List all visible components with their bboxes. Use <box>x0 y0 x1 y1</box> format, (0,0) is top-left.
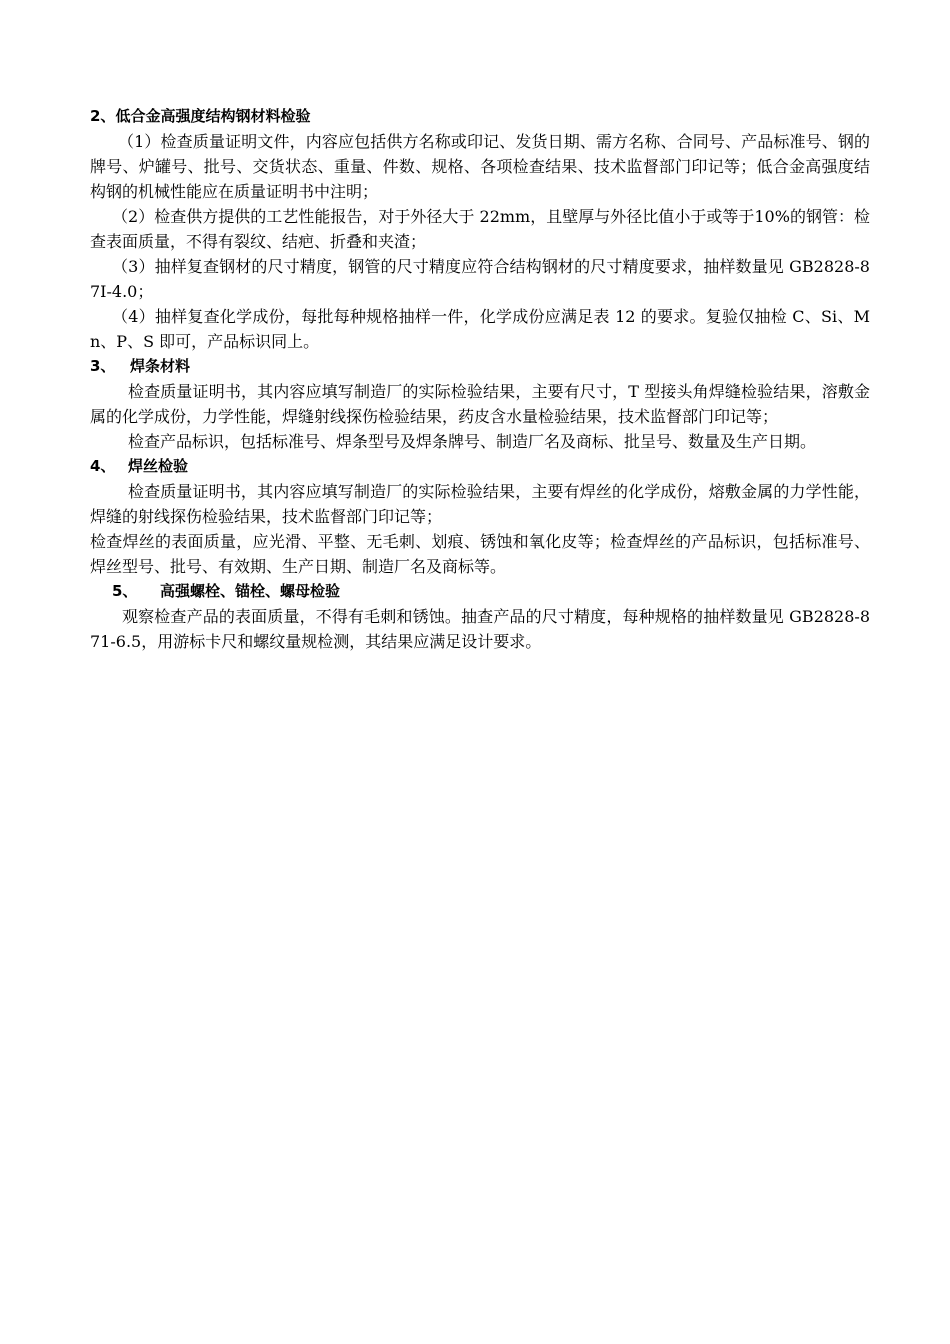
section-2-paragraph-3: （3）抽样复查钢材的尺寸精度，钢管的尺寸精度应符合结构钢材的尺寸精度要求，抽样数量见 GB2828-87I-4.0； <box>90 257 870 301</box>
section-5-heading <box>90 579 870 604</box>
section-2-paragraph-2: （2）检查供方提供的工艺性能报告，对于外径大于 22mm，且壁厚与外径比值小于或等于10%的钢管：检查表面质量，不得有裂纹、结疤、折叠和夹渣； <box>90 207 870 251</box>
section-3-paragraph-1: 检查质量证明书，其内容应填写制造厂的实际检验结果，主要有尺寸，T 型接头角焊缝检验结果，溶敷金属的化学成份，力学性能，焊缝射线探伤检验结果，药皮含水量检验结果，技术监督部门印记等； <box>90 382 870 426</box>
section-3-title: 焊条材料 <box>130 357 191 375</box>
document-body <box>90 104 870 654</box>
section-2-paragraph-4: （4）抽样复查化学成份，每批每种规格抽样一件，化学成份应满足表 12 的要求。复验仅抽检 C、Si、Mn、P、S 即可，产品标识同上。 <box>90 307 870 351</box>
section-2-number: 2、 <box>90 107 116 125</box>
section-2-title: 低合金高强度结构钢材料检验 <box>115 107 311 125</box>
section-3-heading <box>90 354 870 379</box>
section-5-title: 高强螺栓、锚栓、螺母检验 <box>160 582 341 600</box>
section-4-number: 4、 <box>90 457 116 475</box>
section-4-title: 焊丝检验 <box>128 457 189 475</box>
section-2-paragraph-1: （1）检查质量证明文件，内容应包括供方名称或印记、发货日期、需方名称、合同号、产品标准号、钢的牌号、炉罐号、批号、交货状态、重量、件数、规格、各项检查结果、技术监督部门印记等；低合金高强度结构钢的机械性能应在质量证明书中注明； <box>90 132 870 201</box>
section-4-paragraph-1: 检查质量证明书，其内容应填写制造厂的实际检验结果，主要有焊丝的化学成份，熔敷金属的力学性能，焊缝的射线探伤检验结果，技术监督部门印记等； <box>90 482 870 526</box>
section-3-number: 3、 <box>90 357 116 375</box>
section-5-number: 5、 <box>112 582 138 600</box>
section-3-paragraph-2: 检查产品标识，包括标准号、焊条型号及焊条牌号、制造厂名及商标、批呈号、数量及生产日期。 <box>128 432 817 451</box>
section-5-paragraph-1: 观察检查产品的表面质量，不得有毛刺和锈蚀。抽查产品的尺寸精度，每种规格的抽样数量见 GB2828-871-6.5，用游标卡尺和螺纹量规检测，其结果应满足设计要求。 <box>90 607 870 651</box>
section-4-paragraph-2: 检查焊丝的表面质量，应光滑、平整、无毛刺、划痕、锈蚀和氧化皮等；检查焊丝的产品标识，包括标准号、焊丝型号、批号、有效期、生产日期、制造厂名及商标等。 <box>90 532 870 576</box>
section-4-heading <box>90 454 870 479</box>
section-2-heading <box>90 104 870 129</box>
